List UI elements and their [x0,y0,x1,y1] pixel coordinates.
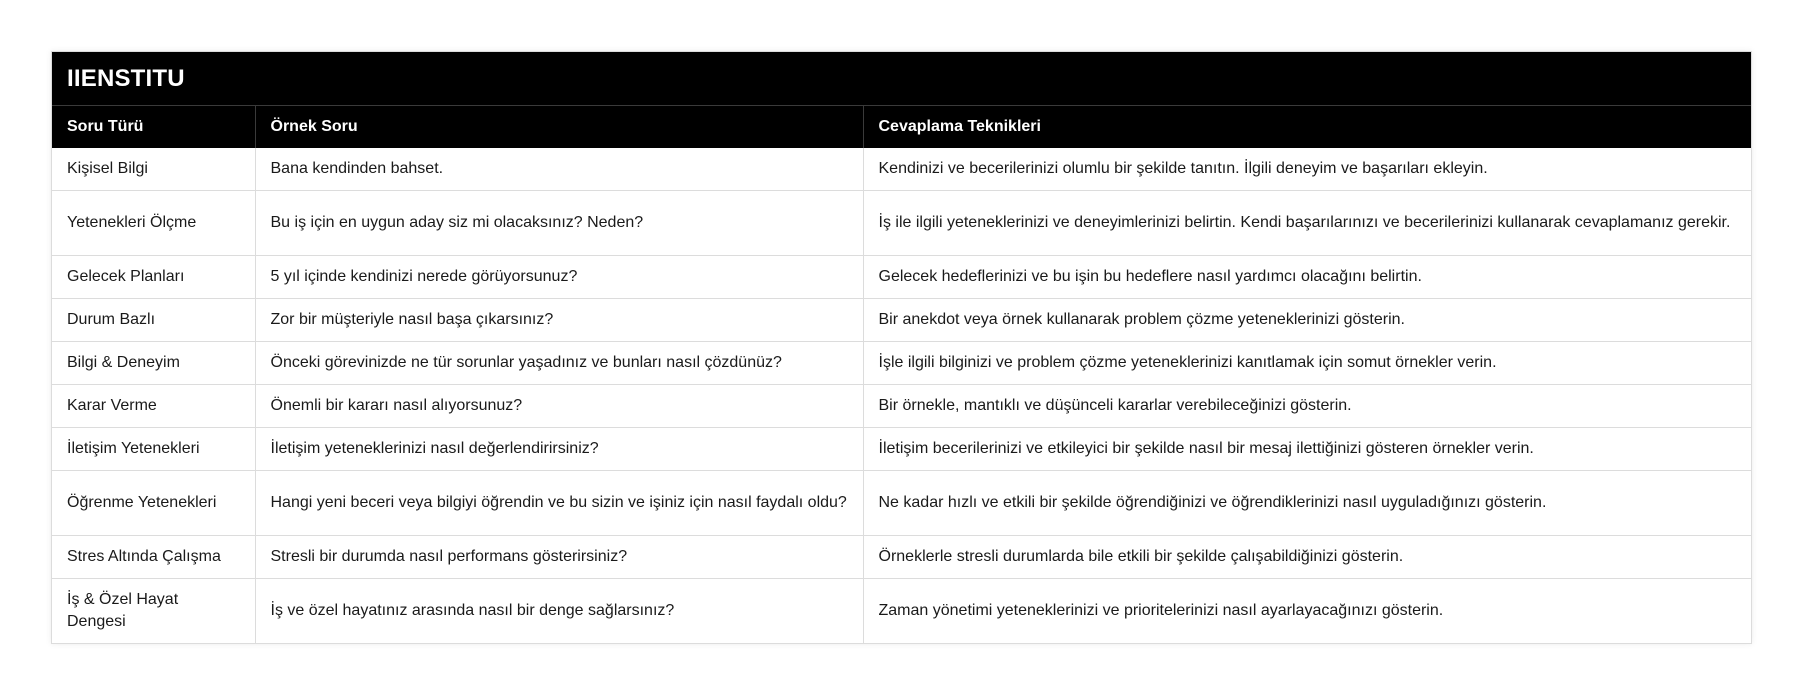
header-row [52,106,1751,148]
column-header-answer-techniques: Cevaplama Teknikleri [863,106,1751,148]
cell-sample-question: Önceki görevinizde ne tür sorunlar yaşadınız ve bunları nasıl çözdünüz? [255,342,863,385]
cell-answer-technique: Bir örnekle, mantıklı ve düşünceli kararlar verebileceğinizi gösterin. [863,385,1751,428]
cell-question-type: Gelecek Planları [52,256,255,299]
cell-answer-technique: İşle ilgili bilginizi ve problem çözme yeteneklerinizi kanıtlamak için somut örnekler verin. [863,342,1751,385]
cell-question-type: Öğrenme Yetenekleri [52,471,255,536]
cell-question-type: Durum Bazlı [52,299,255,342]
cell-sample-question: Stresli bir durumda nasıl performans gösterirsiniz? [255,536,863,579]
cell-question-type: İletişim Yetenekleri [52,428,255,471]
cell-answer-technique: Bir anekdot veya örnek kullanarak problem çözme yeteneklerinizi gösterin. [863,299,1751,342]
column-header-sample-question: Örnek Soru [255,106,863,148]
table-row [52,579,1751,644]
cell-question-type: Karar Verme [52,385,255,428]
cell-question-type: Kişisel Bilgi [52,148,255,191]
cell-question-type: İş & Özel Hayat Dengesi [52,579,255,644]
table-row [52,342,1751,385]
table-row [52,148,1751,191]
cell-answer-technique: Zaman yönetimi yeteneklerinizi ve prioritelerinizi nasıl ayarlayacağınızı gösterin. [878,602,1444,619]
table-row [52,256,1751,299]
cell-sample-question: Bana kendinden bahset. [255,148,863,191]
cell-sample-question: Bu iş için en uygun aday siz mi olacaksınız? Neden? [255,191,863,256]
cell-answer-technique: Kendinizi ve becerilerinizi olumlu bir şekilde tanıtın. İlgili deneyim ve başarıları ekleyin. [863,148,1751,191]
table-row [52,299,1751,342]
table-row [52,385,1751,428]
cell-sample-question: İletişim yeteneklerinizi nasıl değerlendirirsiniz? [255,428,863,471]
cell-answer-technique: Gelecek hedeflerinizi ve bu işin bu hedeflere nasıl yardımcı olacağını belirtin. [863,256,1751,299]
cell-question-type: Stres Altında Çalışma [52,536,255,579]
table-card [51,51,1752,644]
cell-sample-question: İş ve özel hayatınız arasında nasıl bir denge sağlarsınız? [255,579,863,644]
cell-sample-question: Hangi yeni beceri veya bilgiyi öğrendin ve bu sizin ve işiniz için nasıl faydalı oldu? [255,471,863,536]
cell-sample-question: Önemli bir kararı nasıl alıyorsunuz? [255,385,863,428]
cell-sample-question: 5 yıl içinde kendinizi nerede görüyorsunuz? [255,256,863,299]
table-row [52,536,1751,579]
cell-answer-technique: İş ile ilgili yeteneklerinizi ve deneyimlerinizi belirtin. Kendi başarılarınızı ve becerilerinizi kullanarak cevaplamanız gerekir. [863,191,1751,256]
interview-questions-table [52,106,1751,643]
table-row [52,428,1751,471]
table-title: IIENSTITU [52,52,1751,106]
table-row [52,191,1751,256]
cell-question-type: Yetenekleri Ölçme [52,191,255,256]
cell-answer-technique: İletişim becerilerinizi ve etkileyici bir şekilde nasıl bir mesaj ilettiğinizi gösteren örnekler verin. [863,428,1751,471]
cell-question-type: Bilgi & Deneyim [52,342,255,385]
cell-answer-technique: Ne kadar hızlı ve etkili bir şekilde öğrendiğinizi ve öğrendiklerinizi nasıl uyguladığınızı gösterin. [863,471,1751,536]
table-row [52,471,1751,536]
cell-answer-technique: Örneklerle stresli durumlarda bile etkili bir şekilde çalışabildiğinizi gösterin. [863,536,1751,579]
column-header-question-type: Soru Türü [52,106,255,148]
cell-sample-question: Zor bir müşteriyle nasıl başa çıkarsınız? [255,299,863,342]
